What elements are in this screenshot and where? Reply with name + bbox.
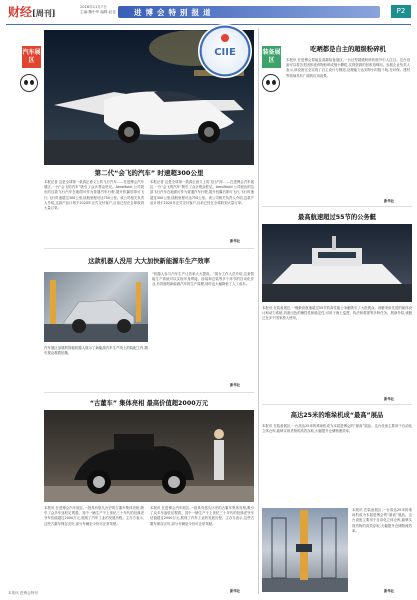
section-banner bbox=[118, 6, 380, 18]
headline-crusher: 吃晒都是自主的超级粉碎机 bbox=[310, 46, 386, 53]
body-stacker-col2: 本报讯 在装备展区,一台高达25米的堆垛机成为本届进博会的“最高”展品。这台设备主要用于自动化立体仓库,能够实现货物的高效存取,大幅提升仓储物流效率。 bbox=[352, 508, 412, 533]
caption-robot: 汽车展区参展的智能机器人展示了新能源汽车生产线上的装配工作,吸引观众观看拍摄。 bbox=[44, 346, 148, 355]
headline-patrol-boat: 最高航速超过55节的公务艇 bbox=[297, 214, 377, 221]
body-patrol-boat: 本报讯 在装备展区,一艘最高航速超过55节的高性能公务艇吸引了大批观众。该艇采用先进的船体设计和动力系统,具备出色的操控性和稳定性,可用于海上巡逻、执法和救援等多种任务。展商介绍,该艇已在多个国家投入使用。 bbox=[262, 306, 412, 321]
editor-line: 主编:魏中华 编辑:赵佳 bbox=[80, 10, 116, 14]
byline-antique: 新华社 bbox=[230, 589, 241, 593]
section-divider bbox=[262, 404, 412, 405]
page-number: P2 bbox=[391, 5, 411, 18]
page-footer: 本报讯 进博会特刊 bbox=[8, 591, 38, 595]
header-rule bbox=[6, 24, 411, 25]
masthead bbox=[8, 3, 56, 20]
date-line: 2018年11月7日 bbox=[80, 5, 107, 9]
section-tag-auto bbox=[22, 46, 41, 68]
byline-crusher: 新华社 bbox=[384, 199, 395, 203]
byline-patrol-boat: 新华社 bbox=[384, 397, 395, 401]
body-antique-col2: 本报讯 在进博会汽车展区,一批具有悠久历史的古董车集体亮相,吸引了众多车迷驻足观看。其中一辆生产于上世纪三十年代的经典老爷车估值超过2000万元,展现了汽车工业的发展历程。主办方表示,这些古董车保存完好,部分车辆至今仍可正常驾驶。 bbox=[150, 506, 254, 526]
antique-car-photo bbox=[44, 410, 254, 502]
mascot-icon bbox=[262, 74, 280, 92]
section-tag-label: 汽车展区 bbox=[22, 49, 41, 64]
body-stacker: 本报讯 在装备展区,一台高达25米的堆垛机成为本届进博会的“最高”展品。这台设备主要用于自动化立体仓库,能够实现货物的高效存取,大幅提升仓储物流效率。 bbox=[262, 424, 412, 434]
section-tag-label: 装备展区 bbox=[262, 49, 281, 64]
section-divider bbox=[262, 206, 412, 207]
byline-robot: 新华社 bbox=[230, 383, 241, 387]
stacker-photo bbox=[262, 508, 348, 592]
byline-flying-car: 新华社 bbox=[230, 239, 241, 243]
headline-flying-car: 第二代“会飞的汽车” 时速超300公里 bbox=[94, 169, 204, 177]
brand-name: 财经 bbox=[8, 5, 33, 19]
patrol-boat-photo bbox=[262, 224, 412, 302]
banner-title: 进博会特别报道 bbox=[134, 8, 215, 17]
svg-text:CIIE: CIIE bbox=[214, 47, 236, 58]
body-antique-col1: 本报讯 在进博会汽车展区,一批具有悠久历史的古董车集体亮相,吸引了众多车迷驻足观看。其中一辆生产于上世纪三十年代的经典老爷车估值超过2000万元,展现了汽车工业的发展历程。主办方表示,这些古董车保存完好,部分车辆至今仍可正常驾驶。 bbox=[44, 506, 144, 526]
section-divider bbox=[44, 248, 254, 249]
section-divider bbox=[44, 392, 254, 393]
ciie-logo bbox=[198, 24, 252, 78]
headline-robot: 这款机器人没用 大大加快新能源车生产效率 bbox=[88, 258, 210, 265]
headline-stacker: 高达25米的堆垛机成“最高”展品 bbox=[290, 412, 384, 419]
body-flying-car-col1: 本报记者 这是全球第一款真正意义上的飞行汽车……在进博会汽车展区,一台“会飞的汽车”吸引了众多观众驻足。AeroMobil 公司展出的这款飞行汽车在地面可作为普通汽车行驶,展开机翼后即可飞行,飞行时速超过300公里,续航里程可达750公里。该公司相关负责人介绍,这款产品计划于2020年正式交付客户,目前已经在全球收到大量订单。 bbox=[44, 180, 144, 211]
headline-antique-car: “古董车” 集体亮相 最高价值超2000万元 bbox=[89, 400, 209, 407]
section-tag-equipment bbox=[262, 46, 281, 68]
body-flying-car-col2: 本报记者 这是全球第一款真正意义上的飞行汽车……在进博会汽车展区,一台“会飞的汽车”吸引了众多观众驻足。AeroMobil 公司展出的这款飞行汽车在地面可作为普通汽车行驶,展开机翼后即可飞行,飞行时速超过300公里,续航里程可达750公里。该公司相关负责人介绍,这款产品计划于2020年正式交付客户,目前已经在全球收到大量订单。 bbox=[150, 180, 254, 205]
column-divider bbox=[258, 28, 259, 594]
byline-stacker: 新华社 bbox=[384, 589, 395, 593]
robot-production-photo bbox=[44, 272, 148, 342]
mascot-icon bbox=[20, 74, 38, 92]
body-crusher: 本报讯 在进博会智能及高端装备展区,一台巨型超级粉碎机格外引人注目。这台设备可以将各类固体废弃物粉碎成细小颗粒,实现资源的回收再利用。参展企业负责人表示,该设备完全实现了自主设计与制造,处理能力达到每小时数十吨,在环保、建材等领域具有广阔的应用前景。 bbox=[286, 58, 410, 78]
body-robot: “机器人参与汽车生产让效率大大提高。”展台工作人员介绍,这套智能生产系统可以实现车身焊接、涂装和总装等多个环节的自动化作业,有效缩短新能源汽车的生产周期,同时也大幅降低了人工成本。 bbox=[152, 272, 254, 287]
page-header bbox=[0, 0, 417, 26]
date-block bbox=[80, 5, 116, 15]
brand-weekly: [周刊] bbox=[32, 8, 56, 18]
